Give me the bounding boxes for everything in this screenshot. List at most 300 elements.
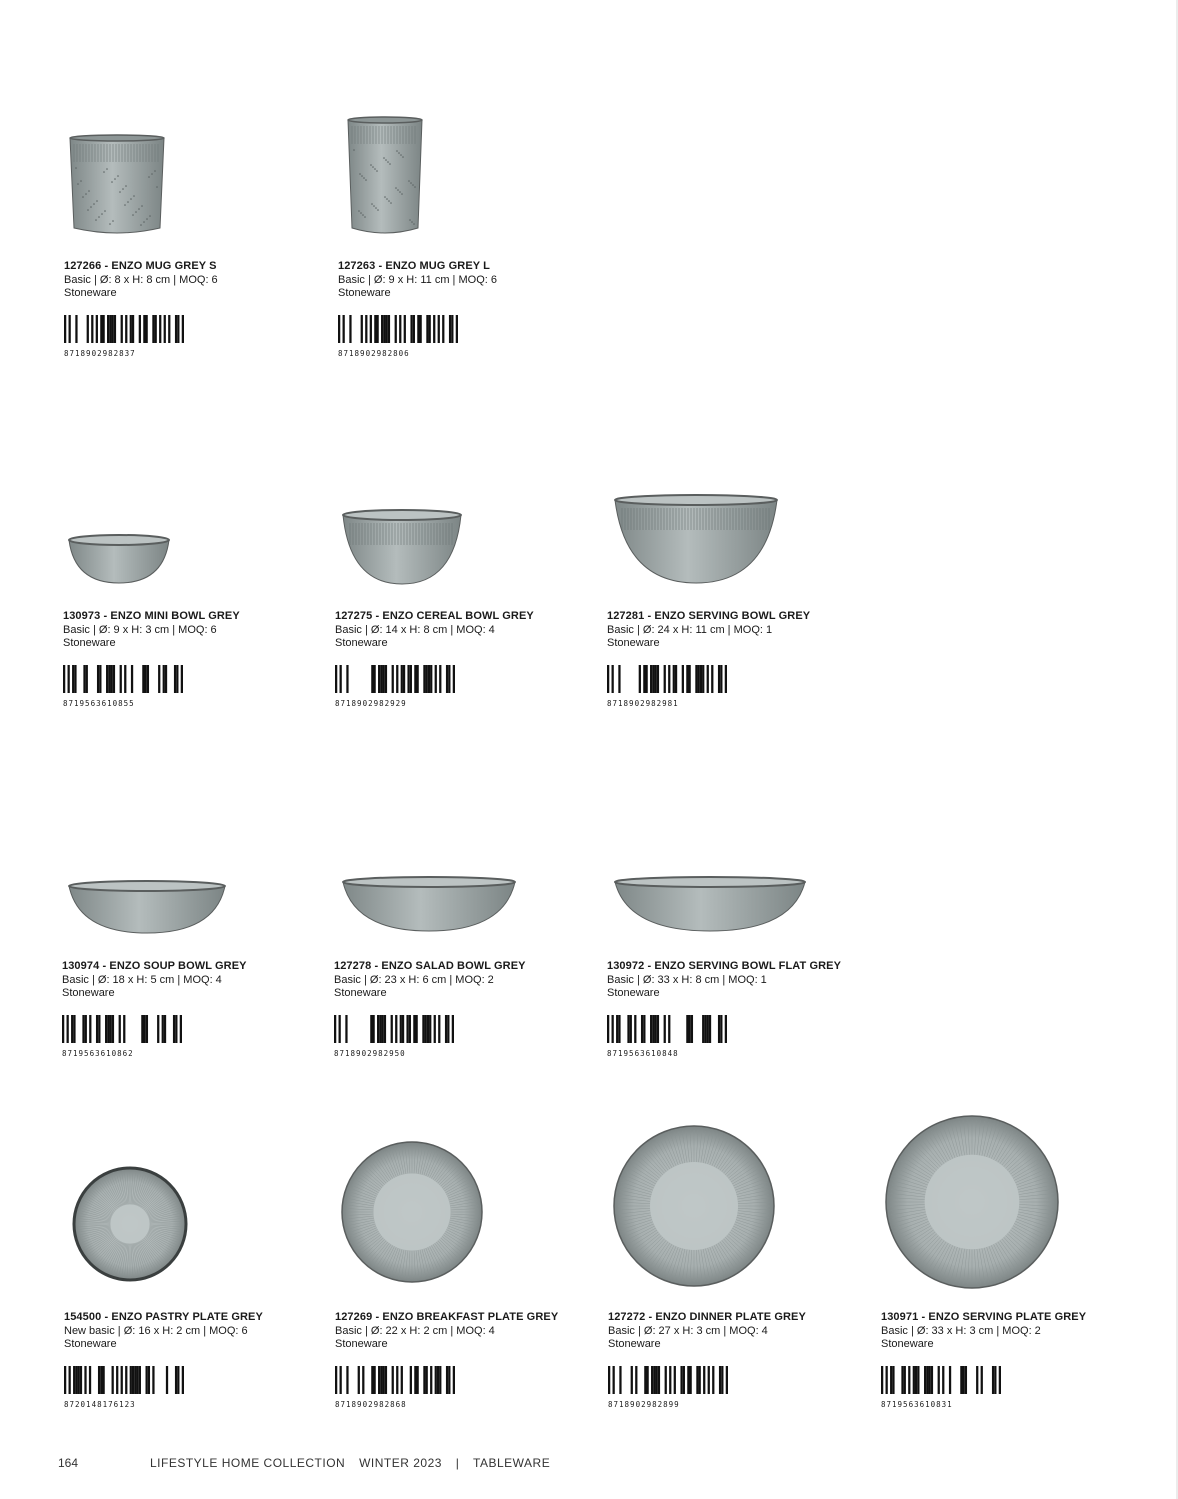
barcode-bar	[84, 1366, 86, 1394]
ean-number: 8719563610831	[881, 1399, 953, 1409]
barcode-bar	[78, 1366, 80, 1394]
ean-number: 8719563610862	[62, 1048, 134, 1058]
barcode-bar	[635, 1366, 637, 1394]
barcode-bar	[410, 665, 412, 693]
article-number: 130971	[881, 1311, 919, 1323]
product-photo-127281	[612, 490, 780, 591]
season-label: WINTER 2023	[359, 1456, 442, 1470]
barcode-bar	[675, 665, 677, 693]
barcode-bar	[453, 665, 455, 693]
barcode-bar	[338, 315, 340, 343]
spec-separator: |	[174, 973, 184, 986]
barcode-bar	[409, 1015, 411, 1043]
barcode-bar	[102, 315, 104, 343]
barcode-bar	[373, 1366, 375, 1394]
barcode-bar	[689, 665, 691, 693]
barcode-bar	[892, 1366, 894, 1394]
dimensions: Ø: 23 x H: 6 cm	[369, 973, 447, 986]
spec-separator: |	[720, 1324, 730, 1337]
range-label: Basic	[63, 623, 90, 636]
product-card	[338, 260, 588, 358]
barcode-bar	[664, 1015, 666, 1043]
barcode-bar	[423, 665, 425, 693]
moq-label: MOQ: 4	[729, 1324, 768, 1337]
collection-name: LIFESTYLE HOME COLLECTION	[150, 1456, 346, 1470]
barcode-bar	[370, 1015, 372, 1043]
product-specs	[607, 624, 857, 638]
barcode-bar	[719, 1366, 721, 1394]
barcode-bar	[992, 1366, 994, 1394]
product-title	[334, 960, 584, 974]
barcode-bar	[703, 1366, 705, 1394]
spec-separator: |	[90, 273, 100, 286]
product-name: ENZO PASTRY PLATE GREY	[111, 1311, 263, 1323]
barcode-bar	[630, 1015, 632, 1043]
barcode-bar	[901, 1366, 903, 1394]
barcode-bar	[134, 1366, 136, 1394]
barcode-bar	[445, 1015, 447, 1043]
barcode-bar	[689, 1015, 691, 1043]
spec-separator: |	[361, 1324, 371, 1337]
barcode-bar	[435, 665, 437, 693]
product-title	[335, 1311, 585, 1325]
barcode	[608, 1366, 728, 1394]
barcode-bar	[725, 665, 727, 693]
material-label: Stoneware	[338, 287, 391, 299]
barcode-bar	[655, 1015, 657, 1043]
barcode-bar	[124, 665, 126, 693]
barcode-bar	[99, 665, 101, 693]
barcode-bar	[385, 1366, 387, 1394]
barcode-bar	[112, 1015, 114, 1043]
barcode-bar	[371, 1366, 373, 1394]
spec-separator: |	[907, 1324, 917, 1337]
barcode-bar	[414, 1366, 416, 1394]
product-title	[63, 610, 313, 624]
barcode-bar	[400, 1015, 402, 1043]
barcode-bar	[618, 665, 620, 693]
barcode-bar	[89, 1015, 91, 1043]
barcode-bar	[683, 1366, 685, 1394]
barcode-bar	[80, 1366, 82, 1394]
barcode-bar	[114, 315, 116, 343]
product-specs	[335, 1325, 585, 1339]
spec-separator: |	[200, 1324, 210, 1337]
barcode-bar	[157, 1015, 159, 1043]
barcode-bar	[674, 1366, 676, 1394]
barcode-bar	[396, 665, 398, 693]
barcode-bar	[607, 1015, 609, 1043]
barcode-bar	[146, 1015, 148, 1043]
barcode-bar	[427, 1015, 429, 1043]
title-dash: -	[644, 960, 655, 972]
product-photo-154500	[72, 1166, 188, 1287]
barcode-bar	[698, 665, 700, 693]
moq-label: MOQ: 1	[728, 973, 767, 986]
barcode-bar	[64, 1366, 66, 1394]
product-photo-127269	[340, 1140, 484, 1289]
barcode	[338, 315, 458, 343]
range-label: New basic	[64, 1324, 115, 1337]
barcode-bar	[420, 315, 422, 343]
barcode-bar	[695, 665, 697, 693]
barcode-bar	[668, 665, 670, 693]
product-title	[64, 260, 314, 274]
barcode-bar	[152, 315, 154, 343]
moq-label: MOQ: 2	[1002, 1324, 1041, 1337]
barcode	[334, 1015, 454, 1043]
barcode-bar	[613, 1366, 615, 1394]
barcode-bar	[942, 1366, 944, 1394]
barcode-bar	[69, 315, 71, 343]
barcode-bar	[105, 1015, 107, 1043]
barcode-bar	[926, 1366, 928, 1394]
barcode-bar	[107, 315, 109, 343]
barcode-bar	[929, 1366, 931, 1394]
range-label: Basic	[335, 623, 362, 636]
barcode-bar	[720, 665, 722, 693]
product-card	[607, 610, 857, 708]
barcode-bar	[64, 315, 66, 343]
spec-separator: |	[447, 1324, 457, 1337]
material-label: Stoneware	[335, 637, 388, 649]
range-label: Basic	[608, 1324, 635, 1337]
range-label: Basic	[64, 273, 91, 286]
barcode-bar	[381, 315, 383, 343]
barcode-bar	[112, 1366, 114, 1394]
barcode-bar	[346, 1366, 348, 1394]
product-name: ENZO SERVING BOWL GREY	[654, 610, 811, 622]
barcode	[335, 1366, 455, 1394]
barcode-bar	[641, 1015, 643, 1043]
barcode-bar	[130, 315, 132, 343]
product-specs	[64, 1325, 314, 1339]
spec-separator: |	[447, 623, 457, 636]
barcode-bar	[340, 665, 342, 693]
barcode-bar	[166, 1366, 168, 1394]
product-title	[62, 960, 312, 974]
barcode-bar	[141, 1015, 143, 1043]
dimensions: Ø: 24 x H: 11 cm	[642, 623, 725, 636]
mug-l-illustration	[340, 112, 430, 240]
barcode-bar	[136, 1366, 138, 1394]
barcode-bar	[658, 1366, 660, 1394]
title-dash: -	[371, 960, 382, 972]
barcode-bar	[915, 1366, 917, 1394]
barcode-bar	[130, 1366, 132, 1394]
dimensions: Ø: 22 x H: 2 cm	[370, 1324, 448, 1337]
barcode-bar	[657, 665, 659, 693]
dinner-plate-illustration	[612, 1124, 776, 1288]
product-specs	[334, 974, 584, 988]
barcode-bar	[376, 315, 378, 343]
barcode-bar	[908, 1366, 910, 1394]
barcode-bar	[383, 315, 385, 343]
barcode-bar	[960, 1366, 962, 1394]
material-label: Stoneware	[335, 1338, 388, 1350]
article-number: 127278	[334, 960, 372, 972]
barcode-bar	[711, 665, 713, 693]
barcode	[607, 1015, 727, 1043]
barcode-bar	[646, 1366, 648, 1394]
spec-separator: |	[719, 973, 729, 986]
barcode-bar	[380, 1366, 382, 1394]
barcode-bar	[702, 665, 704, 693]
barcode-bar	[881, 1366, 883, 1394]
barcode-bar	[425, 1015, 427, 1043]
barcode-bar	[63, 665, 65, 693]
barcode-bar	[146, 315, 148, 343]
barcode-bar	[429, 1015, 431, 1043]
barcode-bar	[378, 665, 380, 693]
barcode-bar	[696, 1366, 698, 1394]
barcode-bar	[999, 1366, 1001, 1394]
title-dash: -	[101, 260, 112, 272]
barcode-bar	[702, 1015, 704, 1043]
product-card	[64, 1311, 314, 1409]
product-specs	[338, 274, 588, 288]
article-number: 127266	[64, 260, 102, 272]
barcode-bar	[438, 315, 440, 343]
product-name: ENZO CEREAL BOWL GREY	[382, 610, 534, 622]
spec-separator: |	[170, 273, 180, 286]
barcode-bar	[165, 665, 167, 693]
barcode-bar	[87, 315, 89, 343]
category-label: TABLEWARE	[473, 1456, 551, 1470]
product-title	[335, 610, 585, 624]
barcode-bar	[91, 315, 93, 343]
product-card	[334, 960, 584, 1058]
barcode-bar	[653, 1366, 655, 1394]
barcode-bar	[75, 1366, 77, 1394]
barcode-bar	[612, 1015, 614, 1043]
barcode-bar	[712, 1366, 714, 1394]
barcode-bar	[924, 1366, 926, 1394]
barcode-bar	[395, 315, 397, 343]
product-photo-127275	[340, 505, 464, 592]
product-name: ENZO DINNER PLATE GREY	[655, 1311, 806, 1323]
barcode-bar	[938, 1366, 940, 1394]
range-label: Basic	[62, 973, 89, 986]
product-title	[607, 960, 857, 974]
barcode-bar	[413, 315, 415, 343]
barcode-bar	[98, 1366, 100, 1394]
barcode-bar	[125, 315, 127, 343]
barcode-bar	[401, 665, 403, 693]
product-specs	[335, 624, 585, 638]
barcode-bar	[175, 315, 177, 343]
barcode-bar	[423, 1366, 425, 1394]
barcode-bar	[643, 1015, 645, 1043]
barcode-bar	[125, 1366, 127, 1394]
product-card	[64, 260, 314, 358]
barcode	[335, 665, 455, 693]
barcode-bar	[634, 1015, 636, 1043]
barcode-bar	[139, 315, 141, 343]
soup-bowl-illustration	[66, 876, 228, 936]
barcode-bar	[139, 1366, 141, 1394]
barcode-bar	[177, 1366, 179, 1394]
barcode-bar	[652, 1015, 654, 1043]
barcode-bar	[687, 1366, 689, 1394]
barcode-bar	[718, 665, 720, 693]
barcode-bar	[73, 1015, 75, 1043]
barcode-bar	[343, 315, 345, 343]
barcode-bar	[378, 1366, 380, 1394]
material-label: Stoneware	[607, 637, 660, 649]
barcode-bar	[395, 1015, 397, 1043]
barcode-bar	[89, 1366, 91, 1394]
barcode-bar	[720, 1015, 722, 1043]
footer-collection	[150, 1456, 560, 1470]
product-card	[881, 1311, 1131, 1409]
moq-label: MOQ: 6	[179, 273, 218, 286]
product-card	[607, 960, 857, 1058]
barcode-bar	[668, 1015, 670, 1043]
barcode-bar	[718, 1015, 720, 1043]
barcode-bar	[121, 1366, 123, 1394]
barcode-bar	[682, 665, 684, 693]
barcode-bar	[721, 1366, 723, 1394]
barcode-bar	[340, 1366, 342, 1394]
product-name: ENZO SALAD BOWL GREY	[381, 960, 526, 972]
barcode-bar	[100, 315, 102, 343]
title-dash: -	[645, 1311, 656, 1323]
pastry-plate-illustration	[72, 1166, 188, 1282]
moq-label: MOQ: 6	[209, 1324, 248, 1337]
product-specs	[63, 624, 313, 638]
barcode-bar	[108, 665, 110, 693]
barcode-bar	[384, 1015, 386, 1043]
dimensions: Ø: 8 x H: 8 cm	[99, 273, 171, 286]
material-label: Stoneware	[62, 987, 115, 999]
barcode-bar	[119, 1015, 121, 1043]
barcode-bar	[102, 1366, 104, 1394]
barcode-bar	[410, 315, 412, 343]
dimensions: Ø: 33 x H: 8 cm	[642, 973, 720, 986]
barcode-bar	[345, 1015, 347, 1043]
barcode-bar	[116, 1366, 118, 1394]
barcode-bar	[428, 665, 430, 693]
barcode-bar	[413, 1015, 415, 1043]
barcode-bar	[96, 315, 98, 343]
ean-number: 8719563610848	[607, 1048, 679, 1058]
barcode-bar	[335, 665, 337, 693]
mug-s-illustration	[62, 130, 172, 240]
spec-separator: |	[360, 973, 370, 986]
ean-number: 8720148176123	[64, 1399, 136, 1409]
barcode	[881, 1366, 1001, 1394]
barcode-bar	[123, 1015, 125, 1043]
moq-label: MOQ: 6	[178, 623, 217, 636]
barcode-bar	[403, 665, 405, 693]
article-number: 130974	[62, 960, 100, 972]
ean-number: 8718902982981	[607, 698, 679, 708]
barcode-bar	[399, 315, 401, 343]
barcode-bar	[651, 1366, 653, 1394]
barcode-bar	[175, 1366, 177, 1394]
barcode-bar	[385, 665, 387, 693]
barcode-bar	[433, 315, 435, 343]
barcode-bar	[380, 665, 382, 693]
barcode-bar	[708, 1366, 710, 1394]
barcode-bar	[699, 1366, 701, 1394]
barcode-bar	[448, 1366, 450, 1394]
range-label: Basic	[334, 973, 361, 986]
barcode-bar	[142, 665, 144, 693]
product-title	[338, 260, 588, 274]
barcode-bar	[643, 665, 645, 693]
barcode-bar	[86, 665, 88, 693]
product-photo-127278	[340, 872, 518, 939]
moq-label: MOQ: 4	[183, 973, 222, 986]
product-name: ENZO MUG GREY L	[385, 260, 490, 272]
dimensions: Ø: 16 x H: 2 cm	[123, 1324, 201, 1337]
barcode-bar	[976, 1366, 978, 1394]
product-specs	[64, 274, 314, 288]
barcode-bar	[147, 665, 149, 693]
barcode	[62, 1015, 182, 1043]
barcode-bar	[85, 1015, 87, 1043]
barcode-bar	[334, 1015, 336, 1043]
barcode-bar	[180, 1015, 182, 1043]
barcode-bar	[174, 665, 176, 693]
barcode-bar	[175, 1015, 177, 1043]
barcode-bar	[377, 1015, 379, 1043]
moq-label: MOQ: 2	[455, 973, 494, 986]
barcode-bar	[656, 1366, 658, 1394]
barcode-bar	[669, 1366, 671, 1394]
barcode-bar	[981, 1366, 983, 1394]
barcode-bar	[645, 665, 647, 693]
barcode-bar	[707, 1015, 709, 1043]
barcode-bar	[158, 665, 160, 693]
barcode-bar	[448, 665, 450, 693]
barcode-bar	[144, 1015, 146, 1043]
product-photo-130973	[66, 530, 172, 591]
barcode-bar	[691, 1015, 693, 1043]
product-specs	[62, 974, 312, 988]
barcode-bar	[709, 1015, 711, 1043]
ean-number: 8718902982837	[64, 348, 136, 358]
barcode-bar	[374, 315, 376, 343]
barcode-bar	[110, 1015, 112, 1043]
product-photo-127263	[340, 112, 430, 245]
barcode-bar	[176, 665, 178, 693]
product-title	[608, 1311, 858, 1325]
spec-separator: |	[114, 1324, 124, 1337]
title-dash: -	[372, 610, 383, 622]
barcode-bar	[72, 665, 74, 693]
barcode-bar	[107, 1015, 109, 1043]
barcode-bar	[362, 1366, 364, 1394]
barcode-bar	[67, 1015, 69, 1043]
barcode-bar	[131, 665, 133, 693]
ean-number: 8718902982806	[338, 348, 410, 358]
spec-separator: |	[724, 623, 734, 636]
title-dash: -	[375, 260, 386, 272]
barcode-bar	[159, 315, 161, 343]
barcode-bar	[406, 1015, 408, 1043]
dimensions: Ø: 18 x H: 5 cm	[97, 973, 175, 986]
cereal-bowl-illustration	[340, 505, 464, 587]
barcode-bar	[664, 665, 666, 693]
barcode-bar	[349, 315, 351, 343]
barcode-bar	[396, 1366, 398, 1394]
barcode-bar	[145, 665, 147, 693]
product-photo-127272	[612, 1124, 776, 1293]
title-dash: -	[644, 610, 655, 622]
